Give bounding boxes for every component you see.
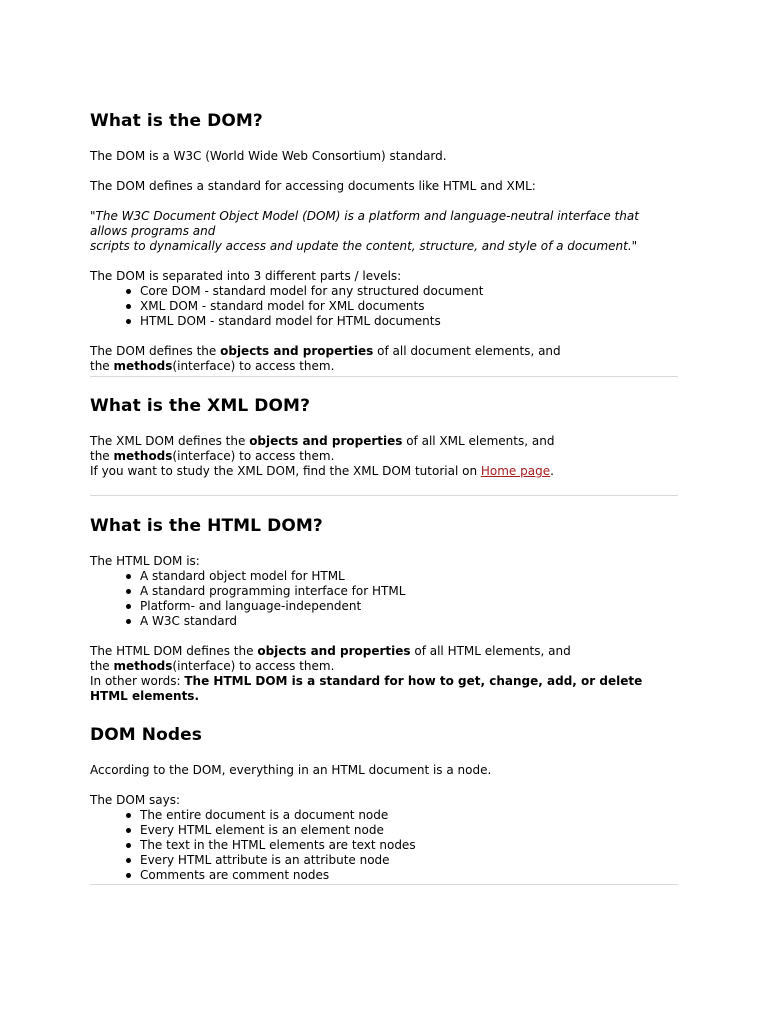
paragraph — [90, 359, 678, 374]
paragraph: The DOM is separated into 3 different parts / levels: — [90, 269, 402, 283]
bold-text: methods — [113, 359, 173, 373]
quote-line: allows programs and — [90, 224, 216, 238]
text-run: of all HTML elements, and — [410, 644, 571, 658]
list-item: A standard programming interface for HTML — [140, 584, 678, 599]
paragraph — [90, 659, 678, 674]
list-item: HTML DOM - standard model for HTML documents — [140, 314, 678, 329]
paragraph: The DOM is a W3C (World Wide Web Consortium) standard. — [90, 149, 447, 163]
text-run: the — [90, 359, 114, 373]
list-item: Every HTML attribute is an attribute node — [140, 853, 678, 868]
list-item: Platform- and language-independent — [140, 599, 678, 614]
paragraph — [90, 644, 678, 659]
dom-levels-list — [90, 284, 678, 329]
quote-line: scripts to dynamically access and update the content, structure, and style of a document." — [90, 239, 638, 253]
paragraph — [90, 449, 678, 464]
section-what-is-dom — [90, 111, 678, 374]
text-run: The HTML DOM defines the — [90, 644, 258, 658]
bold-text: methods — [113, 659, 173, 673]
text-run: (interface) to access them. — [172, 359, 335, 373]
list-item: A standard object model for HTML — [140, 569, 678, 584]
paragraph: The HTML DOM is: — [90, 554, 200, 568]
bold-text: The HTML DOM is a standard for how to get, change, add, or delete — [184, 674, 643, 688]
list-item: XML DOM - standard model for XML documents — [140, 299, 678, 314]
bold-text: objects and properties — [220, 344, 374, 358]
list-item: Comments are comment nodes — [140, 868, 678, 883]
section-dom-nodes — [90, 725, 678, 883]
bold-text: objects and properties — [257, 644, 411, 658]
paragraph — [90, 344, 678, 359]
divider — [90, 376, 678, 377]
paragraph: The DOM defines a standard for accessing documents like HTML and XML: — [90, 179, 536, 193]
divider — [90, 495, 678, 496]
text-run: The DOM defines the — [90, 344, 221, 358]
list-item: Core DOM - standard model for any structured document — [140, 284, 678, 299]
section-what-is-xml-dom — [90, 396, 678, 479]
paragraph — [90, 434, 678, 449]
text-run: (interface) to access them. — [172, 449, 335, 463]
list-item: Every HTML element is an element node — [140, 823, 678, 838]
divider — [90, 884, 678, 885]
html-dom-list — [90, 569, 678, 629]
home-page-link[interactable]: Home page — [480, 464, 551, 478]
paragraph: According to the DOM, everything in an HTML document is a node. — [90, 763, 492, 777]
heading-dom-nodes: DOM Nodes — [90, 725, 203, 745]
text-run: . — [550, 464, 554, 478]
bold-text: objects and properties — [249, 434, 403, 448]
bold-text: methods — [113, 449, 173, 463]
text-run: In other words: — [90, 674, 185, 688]
text-run: the — [90, 659, 114, 673]
text-run: The XML DOM defines the — [90, 434, 250, 448]
text-run: the — [90, 449, 114, 463]
paragraph — [90, 689, 678, 704]
bold-text: HTML elements. — [90, 689, 200, 703]
list-item: A W3C standard — [140, 614, 678, 629]
text-run: If you want to study the XML DOM, find the XML DOM tutorial on — [90, 464, 481, 478]
text-run: (interface) to access them. — [172, 659, 335, 673]
dom-nodes-list — [90, 808, 678, 883]
heading-what-is-xml-dom: What is the XML DOM? — [90, 396, 311, 416]
list-item: The entire document is a document node — [140, 808, 678, 823]
section-what-is-html-dom — [90, 516, 678, 704]
text-run: of all document elements, and — [373, 344, 561, 358]
text-run: of all XML elements, and — [402, 434, 555, 448]
paragraph — [90, 674, 678, 689]
heading-what-is-dom: What is the DOM? — [90, 111, 263, 131]
paragraph — [90, 464, 678, 479]
list-item: The text in the HTML elements are text nodes — [140, 838, 678, 853]
quote-line: "The W3C Document Object Model (DOM) is a platform and language-neutral interface that — [90, 209, 639, 223]
heading-what-is-html-dom: What is the HTML DOM? — [90, 516, 323, 536]
paragraph: The DOM says: — [90, 793, 180, 807]
